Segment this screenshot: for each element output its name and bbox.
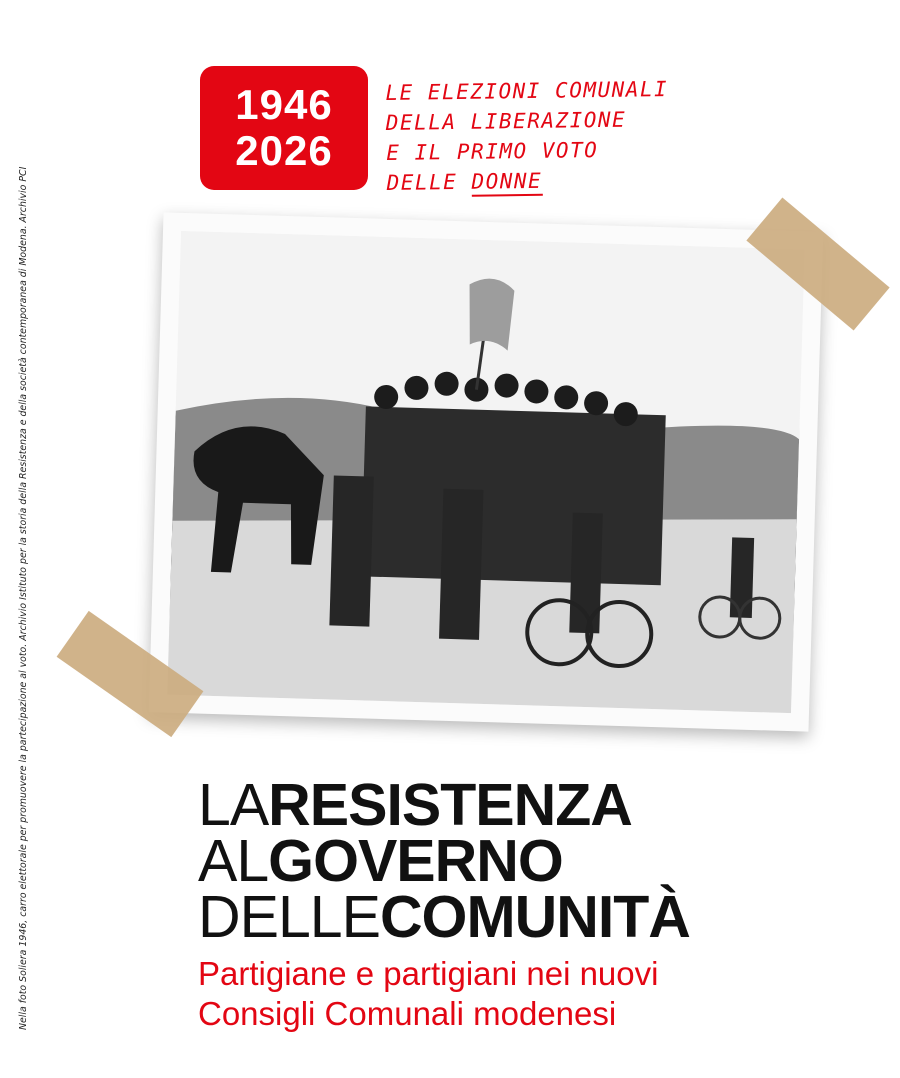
handwritten-line-1: LE ELEZIONI COMUNALI: [385, 77, 669, 105]
headline-row-3: [198, 884, 690, 950]
photo-frame: [149, 212, 824, 731]
handwritten-line-4-prefix: DELLE: [386, 169, 472, 195]
handwritten-line-3: E IL PRIMO VOTO: [386, 138, 599, 165]
headline-row-1: [198, 772, 690, 838]
headline-row-2: [198, 828, 690, 894]
headline-row-1-thin: LA: [198, 772, 269, 838]
years-badge: [200, 66, 368, 190]
main-headline: [198, 772, 690, 950]
year-start: 1946: [235, 81, 333, 128]
handwritten-line-2: DELLA LIBERAZIONE: [385, 107, 627, 135]
subtitle-line-2: Consigli Comunali modenesi: [198, 995, 617, 1032]
headline-row-2-bold: GOVERNO: [268, 828, 563, 894]
year-end: 2026: [235, 127, 333, 174]
handwritten-emphasis: DONNE: [471, 169, 542, 197]
subtitle: [198, 954, 658, 1034]
headline-row-2-thin: AL: [198, 828, 269, 894]
headline-row-1-bold: RESISTENZA: [268, 772, 632, 838]
historical-photo-icon: [167, 231, 804, 713]
subtitle-line-1: Partigiane e partigiani nei nuovi: [198, 955, 659, 992]
photo-caption: Nella foto Soliera 1946, carro elettorale per promuovere la partecipazione al voto. Archivio Istituto per la storia della Resistenza e della società contemporanea di Modena. Archivio PCI: [18, 166, 29, 1030]
handwritten-title: [385, 74, 670, 198]
headline-row-3-bold: COMUNITÀ: [379, 884, 690, 950]
handwritten-line-4: [386, 164, 669, 198]
historical-photo: [167, 231, 804, 713]
headline-row-3-thin: DELLE: [198, 884, 380, 950]
